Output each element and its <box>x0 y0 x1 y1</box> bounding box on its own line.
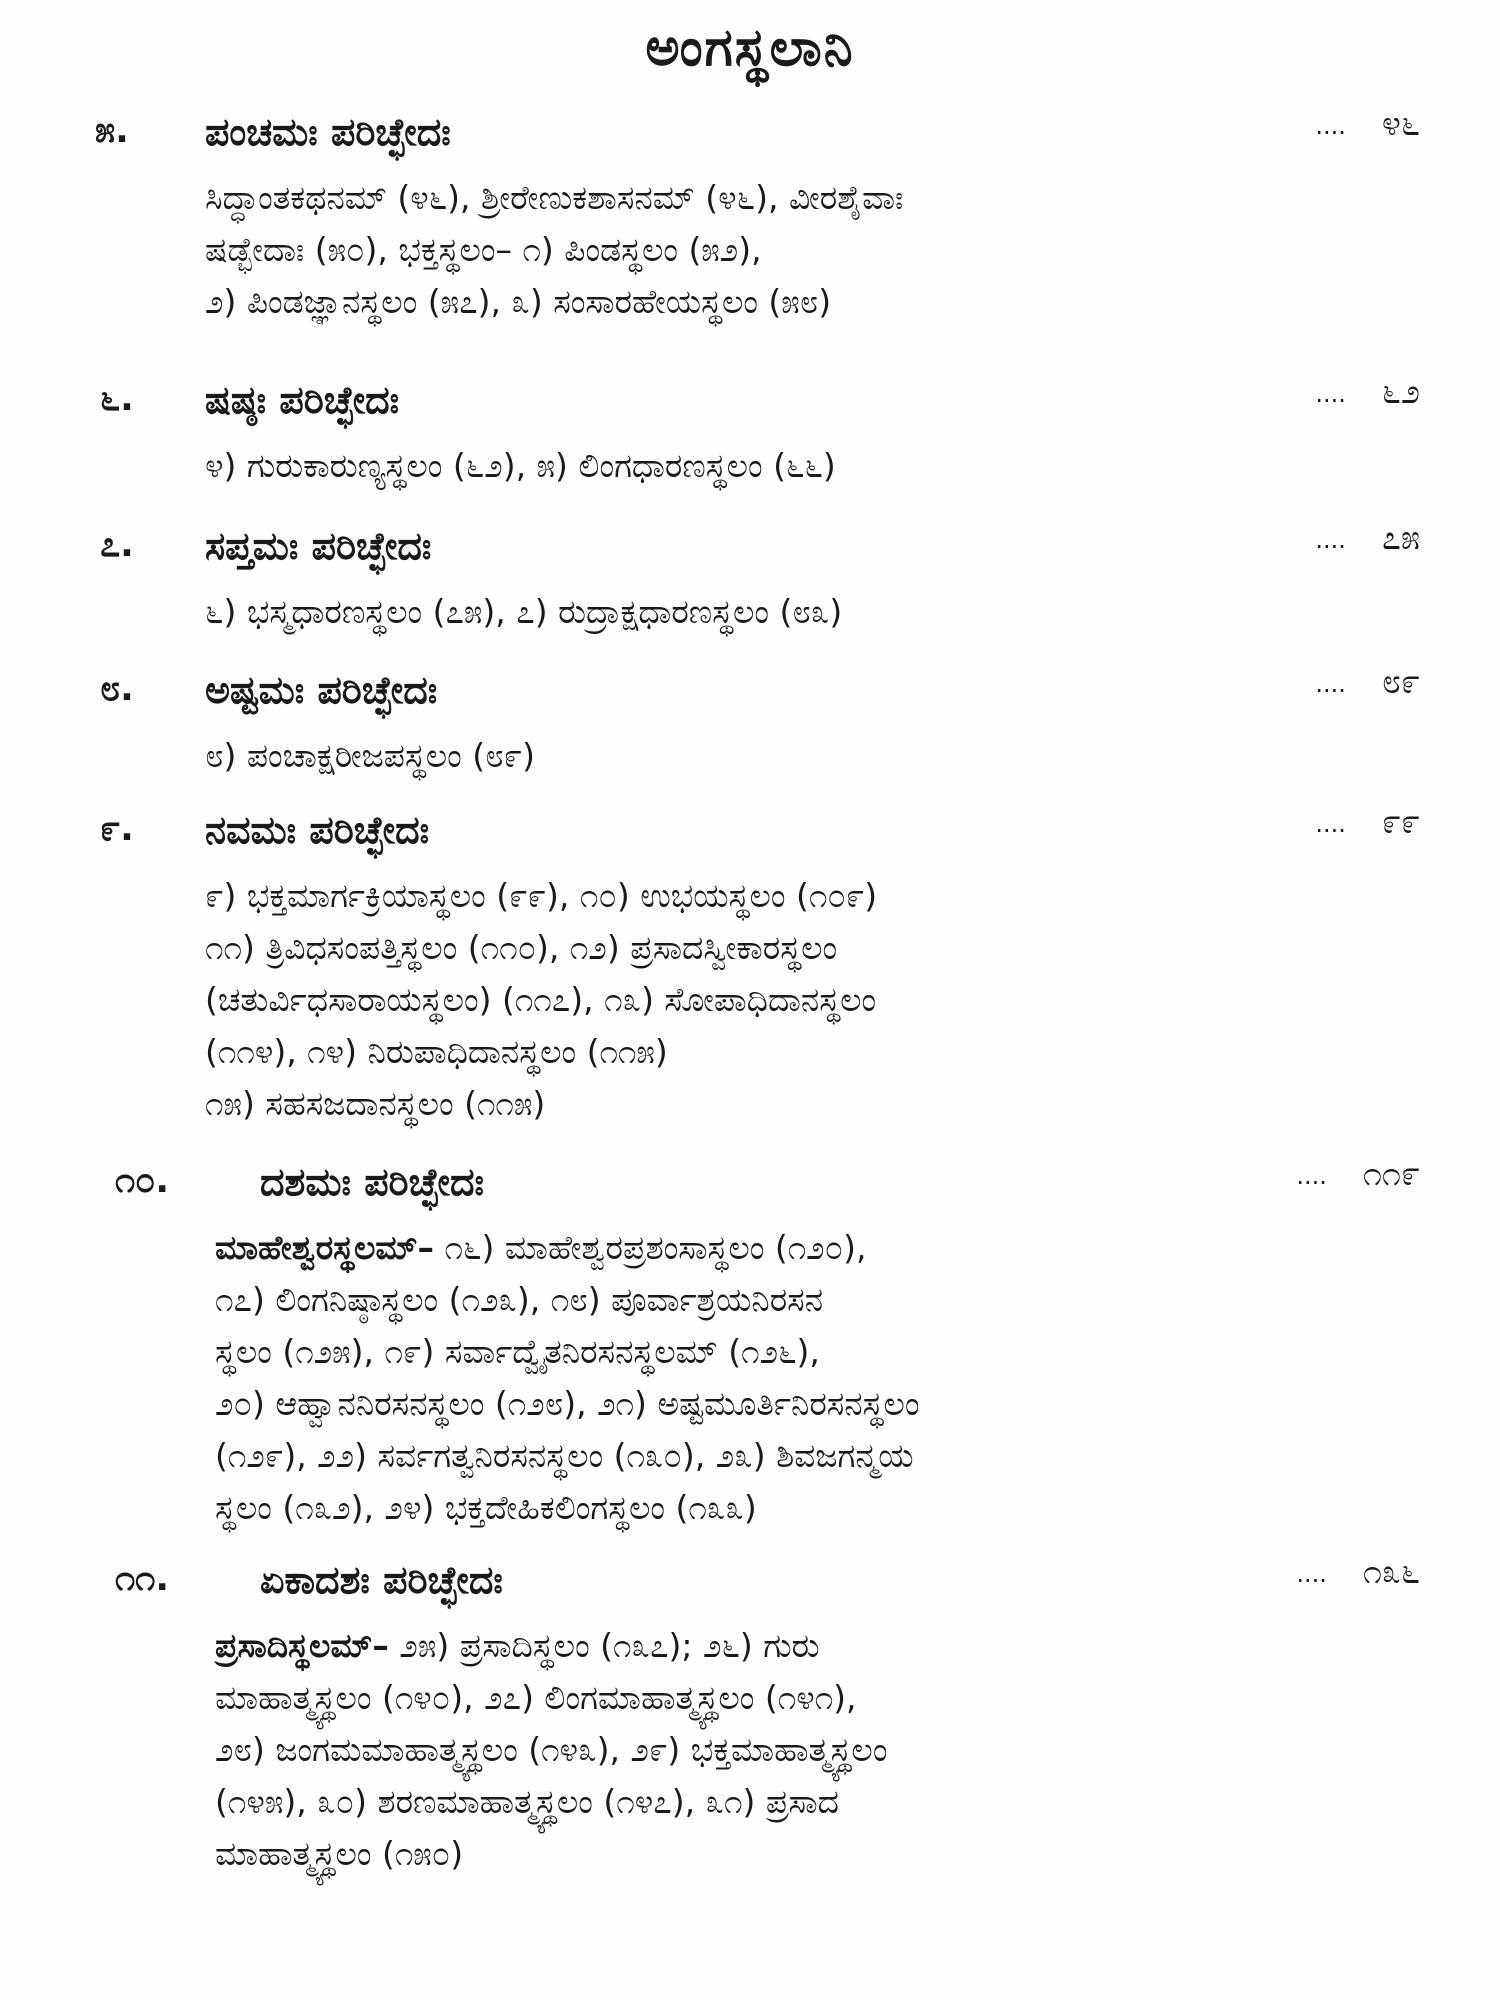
chapter-entries <box>205 730 1425 782</box>
chapter-7 <box>0 518 1500 631</box>
chapter-header <box>0 104 1500 170</box>
chapter-entries <box>215 1222 1435 1534</box>
chapter-header <box>0 518 1500 584</box>
page-number: ೬೨ <box>1381 372 1420 412</box>
chapter-header <box>0 372 1500 438</box>
page-number: ೪೬ <box>1381 104 1420 144</box>
page-number: ೭೫ <box>1381 518 1420 558</box>
entry-line: ೧೧) ತ್ರಿವಿಧಸಂಪತ್ತಿಸ್ಥಲಂ (೧೧೦), ೧೨) ಪ್ರಸಾದಸ್ವೀಕಾರಸ್ಥಲಂ <box>205 928 838 967</box>
page-title: ಅಂಗಸ್ಥಲಾನಿ <box>645 18 855 78</box>
entry-line: ೯) ಭಕ್ತಮಾರ್ಗಕ್ರಿಯಾಸ್ಥಲಂ (೯೯), ೧೦) ಉಭಯಸ್ಥಲಂ (೧೦೯) <box>205 876 878 915</box>
chapter-header <box>0 662 1500 728</box>
entry-line: ೪) ಗುರುಕಾರುಣ್ಯಸ್ಥಲಂ (೬೨), ೫) ಲಿಂಗಧಾರಣಸ್ಥಲಂ (೬೬) <box>205 446 836 485</box>
chapter-entries <box>215 1620 1435 1880</box>
entry-line: ಷಡ್ಭೇದಾಃ (೫೦), ಭಕ್ತಸ್ಥಲಂ– ೧) ಪಿಂಡಸ್ಥಲಂ (೫೨), <box>205 230 762 269</box>
chapter-title: ದಶಮಃ ಪರಿಚ್ಛೇದಃ <box>260 1160 484 1204</box>
chapter-page-ref <box>1315 372 1420 412</box>
leader-dots: .... <box>1315 809 1346 838</box>
chapter-number: ೧೦. <box>115 1160 169 1201</box>
chapter-page-ref <box>1315 518 1420 558</box>
chapter-number: ೬. <box>100 378 134 419</box>
chapter-6 <box>0 372 1500 485</box>
entry-line: ೧೭) ಲಿಂಗನಿಷ್ಠಾಸ್ಥಲಂ (೧೨೩), ೧೮) ಪೂರ್ವಾಶ್ರಯನಿರಸನ <box>215 1280 824 1319</box>
entry-line: (೧೨೯), ೨೨) ಸರ್ವಗತ್ವನಿರಸನಸ್ಥಲಂ (೧೩೦), ೨೩) ಶಿವಜಗನ್ಮಯ <box>215 1436 914 1475</box>
chapter-header <box>0 802 1500 868</box>
entry-line: ಮಾಹಾತ್ಮ್ಯಸ್ಥಲಂ (೧೪೦), ೨೭) ಲಿಂಗಮಾಹಾತ್ಮ್ಯಸ್ಥಲಂ (೧೪೧), <box>215 1678 857 1717</box>
entry-line: (೧೧೪), ೧೪) ನಿರುಪಾಧಿದಾನಸ್ಥಲಂ (೧೧೫) <box>205 1032 668 1071</box>
chapter-title: ಅಷ್ಟಮಃ ಪರಿಚ್ಛೇದಃ <box>205 668 438 712</box>
chapter-number: ೯. <box>100 808 134 849</box>
chapter-11 <box>0 1552 1500 1873</box>
entry-line: ಸಿದ್ಧಾಂತಕಥನಮ್ (೪೬), ಶ್ರೀರೇಣುಕಶಾಸನಮ್ (೪೬), ವೀರಶೈವಾಃ <box>205 178 904 217</box>
entry-line: ಮಾಹಾತ್ಮ್ಯಸ್ಥಲಂ (೧೫೦) <box>215 1834 464 1873</box>
chapter-header <box>0 1154 1500 1220</box>
leader-dots: .... <box>1296 1161 1327 1190</box>
entry-line: ಪ್ರಸಾದಿಸ್ಥಲಮ್– ೨೫) ಪ್ರಸಾದಿಸ್ಥಲಂ (೧೩೭); ೨೬) ಗುರು <box>215 1626 820 1665</box>
chapter-title: ಷಷ್ಠಃ ಪರಿಚ್ಛೇದಃ <box>205 378 400 422</box>
chapter-entries <box>205 440 1425 492</box>
entry-line: ೮) ಪಂಚಾಕ್ಷರೀಜಪಸ್ಥಲಂ (೮೯) <box>205 736 536 775</box>
page-number: ೮೯ <box>1381 662 1420 702</box>
entry-line: ೨೦) ಆಹ್ವಾನನಿರಸನಸ್ಥಲಂ (೧೨೮), ೨೧) ಅಷ್ಟಮೂರ್ತಿನಿರಸನಸ್ಥಲಂ <box>215 1384 920 1423</box>
chapter-9 <box>0 802 1500 1123</box>
chapter-number: ೧೧. <box>115 1558 169 1599</box>
chapter-number: ೮. <box>100 668 134 709</box>
chapter-header <box>0 1552 1500 1618</box>
entry-line: (೧೪೫), ೩೦) ಶರಣಮಾಹಾತ್ಮ್ಯಸ್ಥಲಂ (೧೪೭), ೩೧) ಪ್ರಸಾದ <box>215 1782 839 1821</box>
chapter-title: ಏಕಾದಶಃ ಪರಿಚ್ಛೇದಃ <box>260 1558 503 1602</box>
entry-line: ೨) ಪಿಂಡಜ್ಞಾನಸ್ಥಲಂ (೫೭), ೩) ಸಂಸಾರಹೇಯಸ್ಥಲಂ (೫೮) <box>205 282 832 321</box>
leader-dots: .... <box>1315 669 1346 698</box>
chapter-entries <box>205 172 1425 328</box>
page-number: ೧೩೬ <box>1362 1552 1420 1592</box>
chapter-page-ref <box>1296 1552 1420 1592</box>
entry-line: ಮಾಹೇಶ್ವರಸ್ಥಲಮ್– ೧೬) ಮಾಹೇಶ್ವರಪ್ರಶಂಸಾಸ್ಥಲಂ (೧೨೦), <box>215 1228 867 1267</box>
chapter-title: ಸಪ್ತಮಃ ಪರಿಚ್ಛೇದಃ <box>205 524 432 568</box>
leader-dots: .... <box>1296 1559 1327 1588</box>
leader-dots: .... <box>1315 379 1346 408</box>
chapter-page-ref <box>1315 104 1420 144</box>
chapter-8 <box>0 662 1500 775</box>
chapter-10 <box>0 1154 1500 1527</box>
chapter-number: ೫. <box>95 110 129 151</box>
chapter-page-ref <box>1296 1154 1420 1194</box>
chapter-title: ನವಮಃ ಪರಿಚ್ಛೇದಃ <box>205 808 430 852</box>
leader-dots: .... <box>1315 111 1346 140</box>
entry-line: ೬) ಭಸ್ಮಧಾರಣಸ್ಥಲಂ (೭೫), ೭) ರುದ್ರಾಕ್ಷಧಾರಣಸ್ಥಲಂ (೮೩) <box>205 592 843 631</box>
page-number: ೧೧೯ <box>1362 1154 1420 1194</box>
chapter-number: ೭. <box>100 524 134 565</box>
leader-dots: .... <box>1315 525 1346 554</box>
entry-line: ಸ್ಥಲಂ (೧೨೫), ೧೯) ಸರ್ವಾದ್ವೈತನಿರಸನಸ್ಥಲಮ್ (೧೨೬), <box>215 1332 820 1371</box>
chapter-entries <box>205 586 1425 638</box>
entry-line: ೧೫) ಸಹಸಜದಾನಸ್ಥಲಂ (೧೧೫) <box>205 1084 546 1123</box>
entry-line: (ಚತುರ್ವಿಧಸಾರಾಯಸ್ಥಲಂ) (೧೧೭), ೧೩) ಸೋಪಾಧಿದಾನಸ್ಥಲಂ <box>205 980 877 1019</box>
chapter-page-ref <box>1315 662 1420 702</box>
chapter-title: ಪಂಚಮಃ ಪರಿಚ್ಛೇದಃ <box>205 110 451 154</box>
page-number: ೯೯ <box>1381 802 1420 842</box>
chapter-entries <box>205 870 1425 1130</box>
chapter-page-ref <box>1315 802 1420 842</box>
chapter-5 <box>0 104 1500 321</box>
entry-line: ೨೮) ಜಂಗಮಮಾಹಾತ್ಮ್ಯಸ್ಥಲಂ (೧೪೩), ೨೯) ಭಕ್ತಮಾಹಾತ್ಮ್ಯಸ್ಥಲಂ <box>215 1730 888 1769</box>
entry-line: ಸ್ಥಲಂ (೧೩೨), ೨೪) ಭಕ್ತದೇಹಿಕಲಿಂಗಸ್ಥಲಂ (೧೩೩) <box>215 1488 757 1527</box>
